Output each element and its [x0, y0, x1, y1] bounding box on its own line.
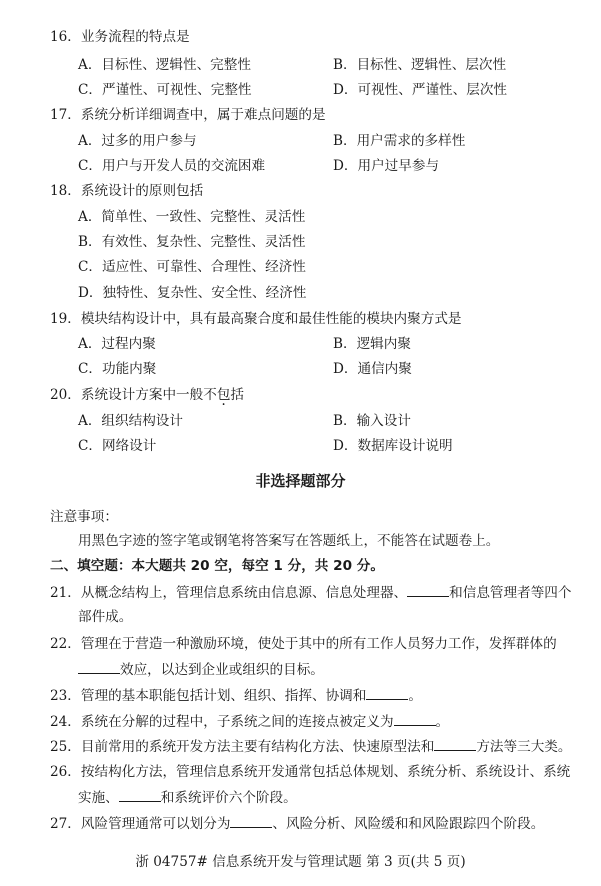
question-20-emphasis: 不包括 — [203, 387, 245, 403]
question-22-text-b: 效应，以达到企业或组织的目标。 — [120, 662, 324, 678]
question-27 — [50, 814, 544, 833]
question-18-option-c: C．适应性、可靠性、合理性、经济性 — [78, 259, 306, 275]
question-23 — [50, 686, 422, 705]
part2-heading: 二、填空题：本大题共 20 空，每空 1 分，共 20 分。 — [50, 558, 384, 574]
notice-text: 用黑色字迹的签字笔或钢笔将答案写在答题纸上，不能答在试题卷上。 — [78, 533, 500, 549]
question-19-option-a: A．过程内聚 — [78, 336, 156, 352]
question-17-stem: 17．系统分析详细调查中，属于难点问题的是 — [50, 107, 326, 123]
question-26-text-b: 实施、 — [78, 790, 119, 806]
question-19-stem: 19．模块结构设计中，具有最高聚合度和最佳性能的模块内聚方式是 — [50, 311, 462, 327]
question-21-line-2: 部件成。 — [78, 609, 133, 625]
question-16-stem: 16．业务流程的特点是 — [50, 29, 190, 45]
question-25 — [50, 737, 571, 756]
question-20-option-c: C．网络设计 — [78, 438, 157, 454]
answer-blank-22 — [78, 660, 120, 674]
question-18-option-a: A．简单性、一致性、完整性、灵活性 — [78, 209, 306, 225]
question-27-text-a: 27．风险管理通常可以划分为 — [50, 816, 231, 832]
question-19-option-d: D．通信内聚 — [333, 361, 412, 377]
answer-blank-27 — [230, 814, 272, 828]
question-22-line-2 — [78, 660, 324, 679]
question-18-option-d: D．独特性、复杂性、安全性、经济性 — [78, 285, 307, 301]
question-17-option-d: D．用户过早参与 — [333, 158, 440, 174]
question-20-option-d: D．数据库设计说明 — [333, 438, 453, 454]
question-24 — [50, 712, 449, 731]
answer-blank-24 — [394, 712, 436, 726]
question-16-option-c: C．严谨性、可视性、完整性 — [78, 82, 252, 98]
question-25-text-a: 25．目前常用的系统开发方法主要有结构化方法、快速原型法和 — [50, 739, 435, 755]
answer-blank-23 — [366, 686, 408, 700]
answer-blank-25 — [434, 737, 476, 751]
question-18-stem: 18．系统设计的原则包括 — [50, 183, 204, 199]
question-16-option-a: A．目标性、逻辑性、完整性 — [78, 57, 251, 73]
question-26-text-c: 和系统评价六个阶段。 — [160, 790, 297, 806]
question-19-option-c: C．功能内聚 — [78, 361, 157, 377]
question-26-line-1: 26．按结构化方法，管理信息系统开发通常包括总体规划、系统分析、系统设计、系统 — [50, 764, 571, 780]
question-26-line-2 — [78, 788, 297, 807]
question-23-text-a: 23．管理的基本职能包括计划、组织、指挥、协调和 — [50, 688, 367, 704]
notice-label: 注意事项： — [50, 509, 118, 525]
question-24-text-b: 。 — [435, 714, 450, 730]
question-20-stem — [50, 386, 244, 404]
section-title: 非选择题部分 — [255, 472, 346, 490]
question-21-text-b: 和信息管理者等四个 — [449, 585, 572, 601]
question-24-text-a: 24．系统在分解的过程中，子系统之间的连接点被定义为 — [50, 714, 394, 730]
question-17-option-b: B．用户需求的多样性 — [333, 133, 466, 149]
question-16-option-d: D．可视性、严谨性、层次性 — [333, 82, 508, 98]
answer-blank-21 — [407, 583, 449, 597]
question-17-option-c: C．用户与开发人员的交流困难 — [78, 158, 266, 174]
page-footer: 浙 04757# 信息系统开发与管理试题 第 3 页(共 5 页) — [135, 854, 466, 870]
question-21-text-a: 21．从概念结构上，管理信息系统由信息源、信息处理器、 — [50, 585, 408, 601]
question-25-text-b: 方法等三大类。 — [476, 739, 572, 755]
question-20-stem-text: 20．系统设计方案中一般 — [50, 387, 204, 403]
question-20-option-b: B．输入设计 — [333, 413, 411, 429]
question-16-option-b: B．目标性、逻辑性、层次性 — [333, 57, 507, 73]
answer-blank-26 — [119, 788, 161, 802]
question-19-option-b: B．逻辑内聚 — [333, 336, 411, 352]
question-17-option-a: A．过多的用户参与 — [78, 133, 197, 149]
question-20-option-a: A．组织结构设计 — [78, 413, 183, 429]
question-23-text-b: 。 — [408, 688, 422, 704]
question-21-line-1 — [50, 583, 571, 602]
question-27-text-b: 、风险分析、风险缓和和风险跟踪四个阶段。 — [272, 816, 545, 832]
question-22-line-1: 22．管理在于营造一种激励环境，使处于其中的所有工作人员努力工作，发挥群体的 — [50, 636, 557, 652]
question-18-option-b: B．有效性、复杂性、完整性、灵活性 — [78, 234, 306, 250]
